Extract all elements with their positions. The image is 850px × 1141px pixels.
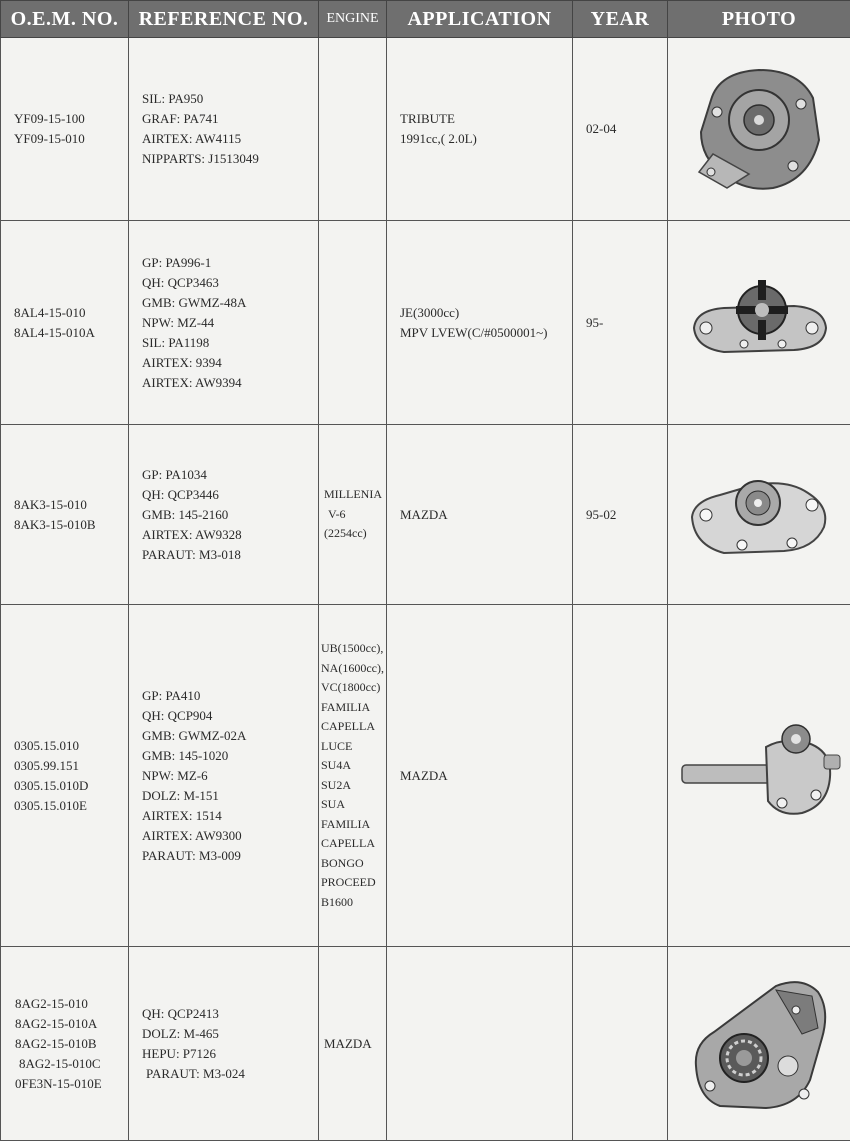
engine-text: BONGO (321, 854, 386, 874)
reference-number: AIRTEX: AW9394 (142, 373, 318, 393)
reference-number: NPW: MZ-6 (142, 766, 318, 786)
reference-number: GMB: 145-1020 (142, 746, 318, 766)
engine-text: PROCEED (321, 873, 386, 893)
engine-cell (319, 947, 387, 1141)
application-text: JE(3000cc) (400, 303, 572, 323)
photo-cell (668, 221, 850, 425)
reference-number: GP: PA1034 (142, 465, 318, 485)
oem-number: YF09-15-010 (14, 129, 128, 149)
engine-cell (319, 38, 387, 221)
photo-cell (668, 425, 850, 605)
year-cell (573, 605, 668, 947)
application-text: TRIBUTE (400, 109, 572, 129)
table-row (1, 221, 850, 425)
oem-cell (1, 425, 129, 605)
engine-text: UB(1500cc), (321, 639, 386, 659)
engine-text: CAPELLA (321, 834, 386, 854)
engine-text: B1600 (321, 893, 386, 913)
oem-number: 0305.15.010D (14, 776, 128, 796)
engine-text: MAZDA (324, 1034, 386, 1054)
application-cell (387, 221, 573, 425)
year-cell (573, 947, 668, 1141)
engine-text: NA(1600cc), (321, 659, 386, 679)
reference-number: HEPU: P7126 (142, 1044, 318, 1064)
oem-number: 0305.15.010E (14, 796, 128, 816)
engine-text: FAMILIA (321, 815, 386, 835)
reference-number: GP: PA996-1 (142, 253, 318, 273)
oem-number: 8AL4-15-010A (14, 323, 128, 343)
oem-number: 8AG2-15-010B (15, 1034, 128, 1054)
table-row (1, 947, 850, 1141)
engine-cell (319, 221, 387, 425)
table-row (1, 605, 850, 947)
reference-number: GMB: 145-2160 (142, 505, 318, 525)
application-cell (387, 947, 573, 1141)
oem-number: 8AK3-15-010B (14, 515, 128, 535)
water-pump-photo (684, 465, 834, 565)
header-engine: ENGINE (319, 1, 387, 38)
reference-number: QH: QCP2413 (142, 1004, 318, 1024)
reference-number: GRAF: PA741 (142, 109, 318, 129)
photo-cell (668, 38, 850, 221)
oem-cell (1, 605, 129, 947)
year-cell: 02-04 (573, 38, 668, 221)
reference-cell (129, 38, 319, 221)
reference-number: AIRTEX: 9394 (142, 353, 318, 373)
photo-cell (668, 605, 850, 947)
oem-number: 8AG2-15-010A (15, 1014, 128, 1034)
oem-cell (1, 38, 129, 221)
reference-number: DOLZ: M-465 (142, 1024, 318, 1044)
reference-number: NPW: MZ-44 (142, 313, 318, 333)
reference-number: AIRTEX: AW4115 (142, 129, 318, 149)
header-application: APPLICATION (387, 1, 573, 38)
engine-text: SU4A (321, 756, 386, 776)
oem-number: YF09-15-100 (14, 109, 128, 129)
reference-number: PARAUT: M3-009 (142, 846, 318, 866)
application-text: 1991cc,( 2.0L) (400, 129, 572, 149)
engine-text: SU2A (321, 776, 386, 796)
reference-number: AIRTEX: AW9300 (142, 826, 318, 846)
engine-cell (319, 605, 387, 947)
header-row (1, 1, 850, 38)
application-text: MAZDA (400, 505, 572, 525)
application-cell (387, 425, 573, 605)
oem-number: 8AG2-15-010C (15, 1054, 128, 1074)
engine-text: MILLENIA (324, 485, 386, 505)
year-cell: 95- (573, 221, 668, 425)
application-cell (387, 605, 573, 947)
application-text: MAZDA (400, 766, 572, 786)
reference-number: SIL: PA1198 (142, 333, 318, 353)
reference-number: AIRTEX: AW9328 (142, 525, 318, 545)
reference-cell (129, 947, 319, 1141)
application-text: MPV LVEW(C/#0500001~) (400, 323, 572, 343)
oem-number: 0FE3N-15-010E (15, 1074, 128, 1094)
engine-text: VC(1800cc) (321, 678, 386, 698)
reference-cell (129, 221, 319, 425)
oem-number: 8AL4-15-010 (14, 303, 128, 323)
engine-cell (319, 425, 387, 605)
oem-number: 8AK3-15-010 (14, 495, 128, 515)
reference-number: GMB: GWMZ-02A (142, 726, 318, 746)
year-cell: 95-02 (573, 425, 668, 605)
reference-number: NIPPARTS: J1513049 (142, 149, 318, 169)
engine-text: FAMILIA (321, 698, 386, 718)
reference-cell (129, 605, 319, 947)
water-pump-photo (684, 268, 834, 378)
reference-number: QH: QCP3446 (142, 485, 318, 505)
reference-number: PARAUT: M3-024 (142, 1064, 318, 1084)
water-pump-photo (674, 721, 844, 831)
table-row (1, 425, 850, 605)
header-year: YEAR (573, 1, 668, 38)
oem-number: 8AG2-15-010 (15, 994, 128, 1014)
engine-text: V-6 (324, 505, 386, 525)
reference-number: QH: QCP3463 (142, 273, 318, 293)
reference-cell (129, 425, 319, 605)
engine-text: (2254cc) (324, 524, 386, 544)
reference-number: GP: PA410 (142, 686, 318, 706)
header-oem: O.E.M. NO. (1, 1, 129, 38)
header-photo: PHOTO (668, 1, 850, 38)
oem-number: 0305.15.010 (14, 736, 128, 756)
application-cell (387, 38, 573, 221)
oem-number: 0305.99.151 (14, 756, 128, 776)
reference-number: PARAUT: M3-018 (142, 545, 318, 565)
table-row (1, 38, 850, 221)
reference-number: QH: QCP904 (142, 706, 318, 726)
reference-number: GMB: GWMZ-48A (142, 293, 318, 313)
header-reference: REFERENCE NO. (129, 1, 319, 38)
engine-text: SUA (321, 795, 386, 815)
oem-cell (1, 947, 129, 1141)
water-pump-photo (684, 974, 834, 1114)
reference-number: DOLZ: M-151 (142, 786, 318, 806)
oem-cell (1, 221, 129, 425)
engine-text: CAPELLA (321, 717, 386, 737)
reference-number: AIRTEX: 1514 (142, 806, 318, 826)
reference-number: SIL: PA950 (142, 89, 318, 109)
photo-cell (668, 947, 850, 1141)
water-pump-photo (689, 62, 829, 197)
engine-text: LUCE (321, 737, 386, 757)
